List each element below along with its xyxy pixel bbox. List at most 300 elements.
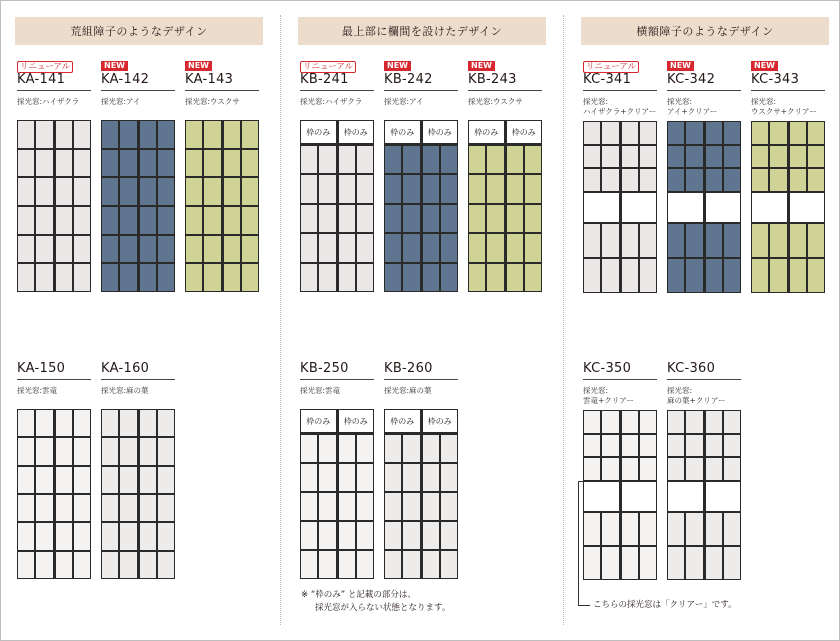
code-underline [583,379,657,380]
paper-cell [469,146,485,173]
paper-cell [602,146,618,168]
light-window-spec [300,97,362,107]
product-code: KA-160 [101,361,150,376]
renewal-badge: リニューアル [17,61,73,73]
shoji-leaf [301,410,336,578]
waku-note-line-1: ※ “枠のみ” と記載の部分は、 [301,590,416,600]
paper-cell [36,410,52,436]
paper-cell [357,205,373,232]
shoji-leaf [622,122,657,292]
waku-nomi-label: 枠のみ [507,121,542,143]
paper-cell [158,264,174,291]
shoji-leaf [339,121,374,291]
paper-cell [18,150,34,177]
paper-cell [120,178,136,205]
paper-cell [204,236,220,263]
paper-cell [525,205,541,232]
light-window-spec-line: 雲竜+クリアー [583,396,635,405]
paper-cell [752,224,768,257]
clear-window [706,193,741,222]
paper-cell [140,207,156,234]
paper-cell [770,259,786,292]
shoji-leaf [339,410,374,578]
paper-cell [686,169,702,191]
paper-cell [74,552,90,578]
paper-cell [357,264,373,291]
paper-cell [441,205,457,232]
paper-cell [752,169,768,191]
product-card-ka-141 [17,61,95,311]
paper-cell [724,435,740,457]
paper-cell [18,467,34,493]
product-code: KA-150 [17,361,66,376]
code-underline [185,90,259,91]
paper-cell [790,224,806,257]
waku-nomi-label: 枠のみ [423,121,458,143]
paper-cell [140,121,156,148]
paper-cell [102,438,118,464]
paper-cell [74,410,90,436]
shoji-panel-illustration [583,121,657,293]
paper-cell [140,410,156,436]
paper-cell [507,234,523,261]
shoji-panel-illustration [17,120,91,292]
paper-cell [584,224,600,257]
code-underline [300,90,374,91]
paper-cell [487,205,503,232]
clear-window [668,482,703,511]
paper-cell [640,224,656,257]
paper-cell [640,146,656,168]
clear-note-leader-horizontal [578,605,590,606]
product-card-kb-242 [384,61,462,311]
light-window-spec-line: アイ+クリアー [667,107,718,116]
paper-cell [120,523,136,549]
paper-cell [423,146,439,173]
paper-cell [158,121,174,148]
shoji-leaf [423,410,458,578]
paper-cell [724,224,740,257]
clear-window [706,482,741,511]
paper-cell [140,523,156,549]
paper-cell [158,150,174,177]
new-badge: NEW [667,61,694,71]
paper-cell [301,264,317,291]
paper-cell [242,150,258,177]
paper-cell [102,410,118,436]
product-code: KC-341 [583,72,632,87]
paper-cell [403,175,419,202]
paper-cell [242,121,258,148]
paper-cell [640,435,656,457]
paper-cell [403,264,419,291]
paper-cell [686,458,702,480]
paper-cell [319,464,335,491]
paper-cell [584,435,600,457]
paper-cell [602,458,618,480]
paper-cell [668,458,684,480]
new-badge: NEW [384,61,411,71]
paper-cell [339,551,355,578]
paper-cell [74,178,90,205]
paper-cell [56,121,72,148]
paper-cell [584,259,600,292]
paper-cell [385,522,401,549]
code-underline [101,379,175,380]
paper-cell [140,467,156,493]
product-code: KA-141 [17,72,66,87]
paper-cell [74,121,90,148]
paper-cell [158,523,174,549]
paper-cell [301,175,317,202]
light-window-spec [17,97,79,107]
light-window-spec [468,97,523,107]
paper-cell [525,175,541,202]
paper-cell [622,513,638,545]
paper-cell [622,122,638,144]
waku-note-line-2: 採光窓が入らない状態となります。 [315,603,451,613]
paper-cell [385,234,401,261]
paper-cell [602,224,618,257]
column-divider-left [280,15,281,625]
paper-cell [18,264,34,291]
product-card-ka-142 [101,61,179,311]
paper-cell [469,264,485,291]
product-card-kc-341 [583,61,661,311]
new-badge: NEW [468,61,495,71]
new-badge: NEW [101,61,128,71]
light-window-spec-line: 採光窓: [583,97,609,106]
paper-cell [56,178,72,205]
paper-cell [622,259,638,292]
paper-cell [204,150,220,177]
paper-cell [706,547,722,579]
paper-cell [808,169,824,191]
paper-cell [686,547,702,579]
paper-cell [770,146,786,168]
paper-cell [186,178,202,205]
paper-cell [36,207,52,234]
paper-cell [36,467,52,493]
paper-cell [339,435,355,462]
light-window-spec-line: 採光窓:雲竜 [300,386,341,395]
paper-cell [584,513,600,545]
code-underline [384,379,458,380]
paper-cell [186,264,202,291]
clear-window [622,193,657,222]
waku-nomi-label: 枠のみ [385,121,420,143]
paper-cell [507,146,523,173]
column-divider-right [563,15,564,625]
paper-cell [706,224,722,257]
paper-cell [18,410,34,436]
product-card-kc-342 [667,61,745,311]
paper-cell [120,495,136,521]
code-underline [17,90,91,91]
paper-cell [357,435,373,462]
light-window-spec [751,97,817,117]
product-code: KB-241 [300,72,349,87]
paper-cell [140,178,156,205]
paper-cell [622,224,638,257]
clear-note: こちらの採光窓は「クリアー」です。 [593,600,737,610]
paper-cell [507,264,523,291]
paper-cell [242,264,258,291]
code-underline [300,379,374,380]
shoji-leaf [186,121,221,291]
shoji-leaf [140,410,175,578]
new-badge: NEW [185,61,212,71]
paper-cell [441,146,457,173]
shoji-panel-illustration [751,121,825,293]
paper-cell [668,435,684,457]
paper-cell [706,513,722,545]
paper-cell [403,234,419,261]
paper-cell [18,495,34,521]
paper-cell [56,523,72,549]
shoji-panel-illustration [667,410,741,580]
paper-cell [724,458,740,480]
column-heading-kb: 最上部に欄間を設けたデザイン [298,17,546,45]
product-code: KC-350 [583,361,632,376]
paper-cell [339,464,355,491]
paper-cell [301,435,317,462]
light-window-spec [185,97,240,107]
product-code: KB-243 [468,72,517,87]
light-window-spec-line: ハイザクラ+クリアー [583,107,657,116]
paper-cell [18,438,34,464]
waku-nomi-label: 枠のみ [339,121,374,143]
paper-cell [487,234,503,261]
paper-cell [102,467,118,493]
product-card-kb-243 [468,61,546,311]
light-window-spec [384,386,432,396]
paper-cell [640,513,656,545]
light-window-spec [384,97,423,107]
product-code: KC-360 [667,361,716,376]
shoji-leaf [102,121,137,291]
paper-cell [640,259,656,292]
paper-cell [102,207,118,234]
paper-cell [18,552,34,578]
paper-cell [120,264,136,291]
shoji-leaf [622,411,657,579]
paper-cell [752,122,768,144]
code-underline [17,379,91,380]
paper-cell [640,547,656,579]
product-code: KB-242 [384,72,433,87]
paper-cell [158,410,174,436]
shoji-leaf [706,411,741,579]
paper-cell [18,207,34,234]
paper-cell [186,207,202,234]
code-underline [667,379,741,380]
paper-cell [469,205,485,232]
paper-cell [319,234,335,261]
paper-cell [56,410,72,436]
paper-cell [441,464,457,491]
paper-cell [102,523,118,549]
paper-cell [120,410,136,436]
paper-cell [339,264,355,291]
paper-cell [56,467,72,493]
paper-cell [339,493,355,520]
paper-cell [242,178,258,205]
paper-cell [423,175,439,202]
paper-cell [56,150,72,177]
paper-cell [403,493,419,520]
waku-nomi-label: 枠のみ [339,410,374,432]
paper-cell [140,236,156,263]
paper-cell [752,259,768,292]
shoji-leaf [584,122,619,292]
paper-cell [36,495,52,521]
paper-cell [140,264,156,291]
paper-cell [724,169,740,191]
paper-cell [423,464,439,491]
paper-cell [706,169,722,191]
paper-cell [487,175,503,202]
shoji-panel-illustration [583,410,657,580]
paper-cell [102,552,118,578]
shoji-leaf [56,121,91,291]
paper-cell [224,150,240,177]
paper-cell [602,122,618,144]
product-code: KC-343 [751,72,800,87]
paper-cell [668,547,684,579]
paper-cell [622,411,638,433]
paper-cell [74,207,90,234]
paper-cell [102,236,118,263]
product-code: KB-250 [300,361,349,376]
renewal-badge: リニューアル [583,61,639,73]
paper-cell [487,146,503,173]
light-window-spec-line: 採光窓: [667,386,693,395]
light-window-spec [17,386,57,396]
light-window-spec [300,386,340,396]
clear-window [622,482,657,511]
paper-cell [790,122,806,144]
paper-cell [441,175,457,202]
shoji-leaf [56,410,91,578]
paper-cell [385,435,401,462]
paper-cell [102,150,118,177]
paper-cell [158,178,174,205]
paper-cell [724,146,740,168]
paper-cell [403,551,419,578]
paper-cell [487,264,503,291]
light-window-spec-line: 採光窓:麻の葉 [384,386,432,395]
shoji-panel-illustration [667,121,741,293]
paper-cell [686,513,702,545]
light-window-spec-line: 採光窓:ハイザクラ [17,97,80,106]
paper-cell [18,178,34,205]
shoji-leaf [584,411,619,579]
paper-cell [668,259,684,292]
paper-cell [668,169,684,191]
paper-cell [385,146,401,173]
paper-cell [403,522,419,549]
paper-cell [224,264,240,291]
paper-cell [602,435,618,457]
paper-cell [120,150,136,177]
product-card-kb-260 [384,350,462,600]
product-card-kb-250 [300,350,378,600]
paper-cell [319,493,335,520]
shoji-panel-illustration [384,120,458,292]
clear-window [752,193,787,222]
paper-cell [102,121,118,148]
product-card-ka-150 [17,350,95,600]
code-underline [384,90,458,91]
shoji-leaf [423,121,458,291]
shoji-leaf [706,122,741,292]
paper-cell [357,464,373,491]
paper-cell [74,264,90,291]
paper-cell [668,411,684,433]
paper-cell [790,169,806,191]
light-window-spec-line: 採光窓:アイ [101,97,141,106]
paper-cell [686,411,702,433]
shoji-panel-illustration [17,409,91,579]
paper-cell [808,122,824,144]
paper-cell [423,264,439,291]
paper-cell [36,264,52,291]
paper-cell [423,551,439,578]
paper-cell [622,458,638,480]
paper-cell [686,259,702,292]
paper-cell [319,175,335,202]
paper-cell [339,175,355,202]
paper-cell [706,411,722,433]
column-heading-kc: 横額障子のようなデザイン [581,17,829,45]
paper-cell [584,169,600,191]
paper-cell [74,150,90,177]
paper-cell [403,464,419,491]
paper-cell [319,551,335,578]
paper-cell [403,435,419,462]
paper-cell [808,259,824,292]
waku-nomi-label: 枠のみ [385,410,420,432]
paper-cell [74,523,90,549]
paper-cell [56,236,72,263]
light-window-spec [101,97,140,107]
paper-cell [602,169,618,191]
waku-nomi-label: 枠のみ [301,410,336,432]
paper-cell [622,169,638,191]
waku-nomi-label: 枠のみ [301,121,336,143]
paper-cell [423,435,439,462]
paper-cell [602,547,618,579]
paper-cell [385,493,401,520]
code-underline [751,90,825,91]
paper-cell [441,551,457,578]
paper-cell [204,207,220,234]
paper-cell [140,438,156,464]
paper-cell [584,146,600,168]
paper-cell [36,178,52,205]
paper-cell [752,146,768,168]
paper-cell [140,495,156,521]
paper-cell [441,234,457,261]
clear-window [668,193,703,222]
light-window-spec-line: ウスクサ+クリアー [751,107,817,116]
paper-cell [74,438,90,464]
shoji-leaf [668,411,703,579]
paper-cell [339,234,355,261]
light-window-spec-line: 採光窓: [667,97,693,106]
light-window-spec [583,386,634,406]
